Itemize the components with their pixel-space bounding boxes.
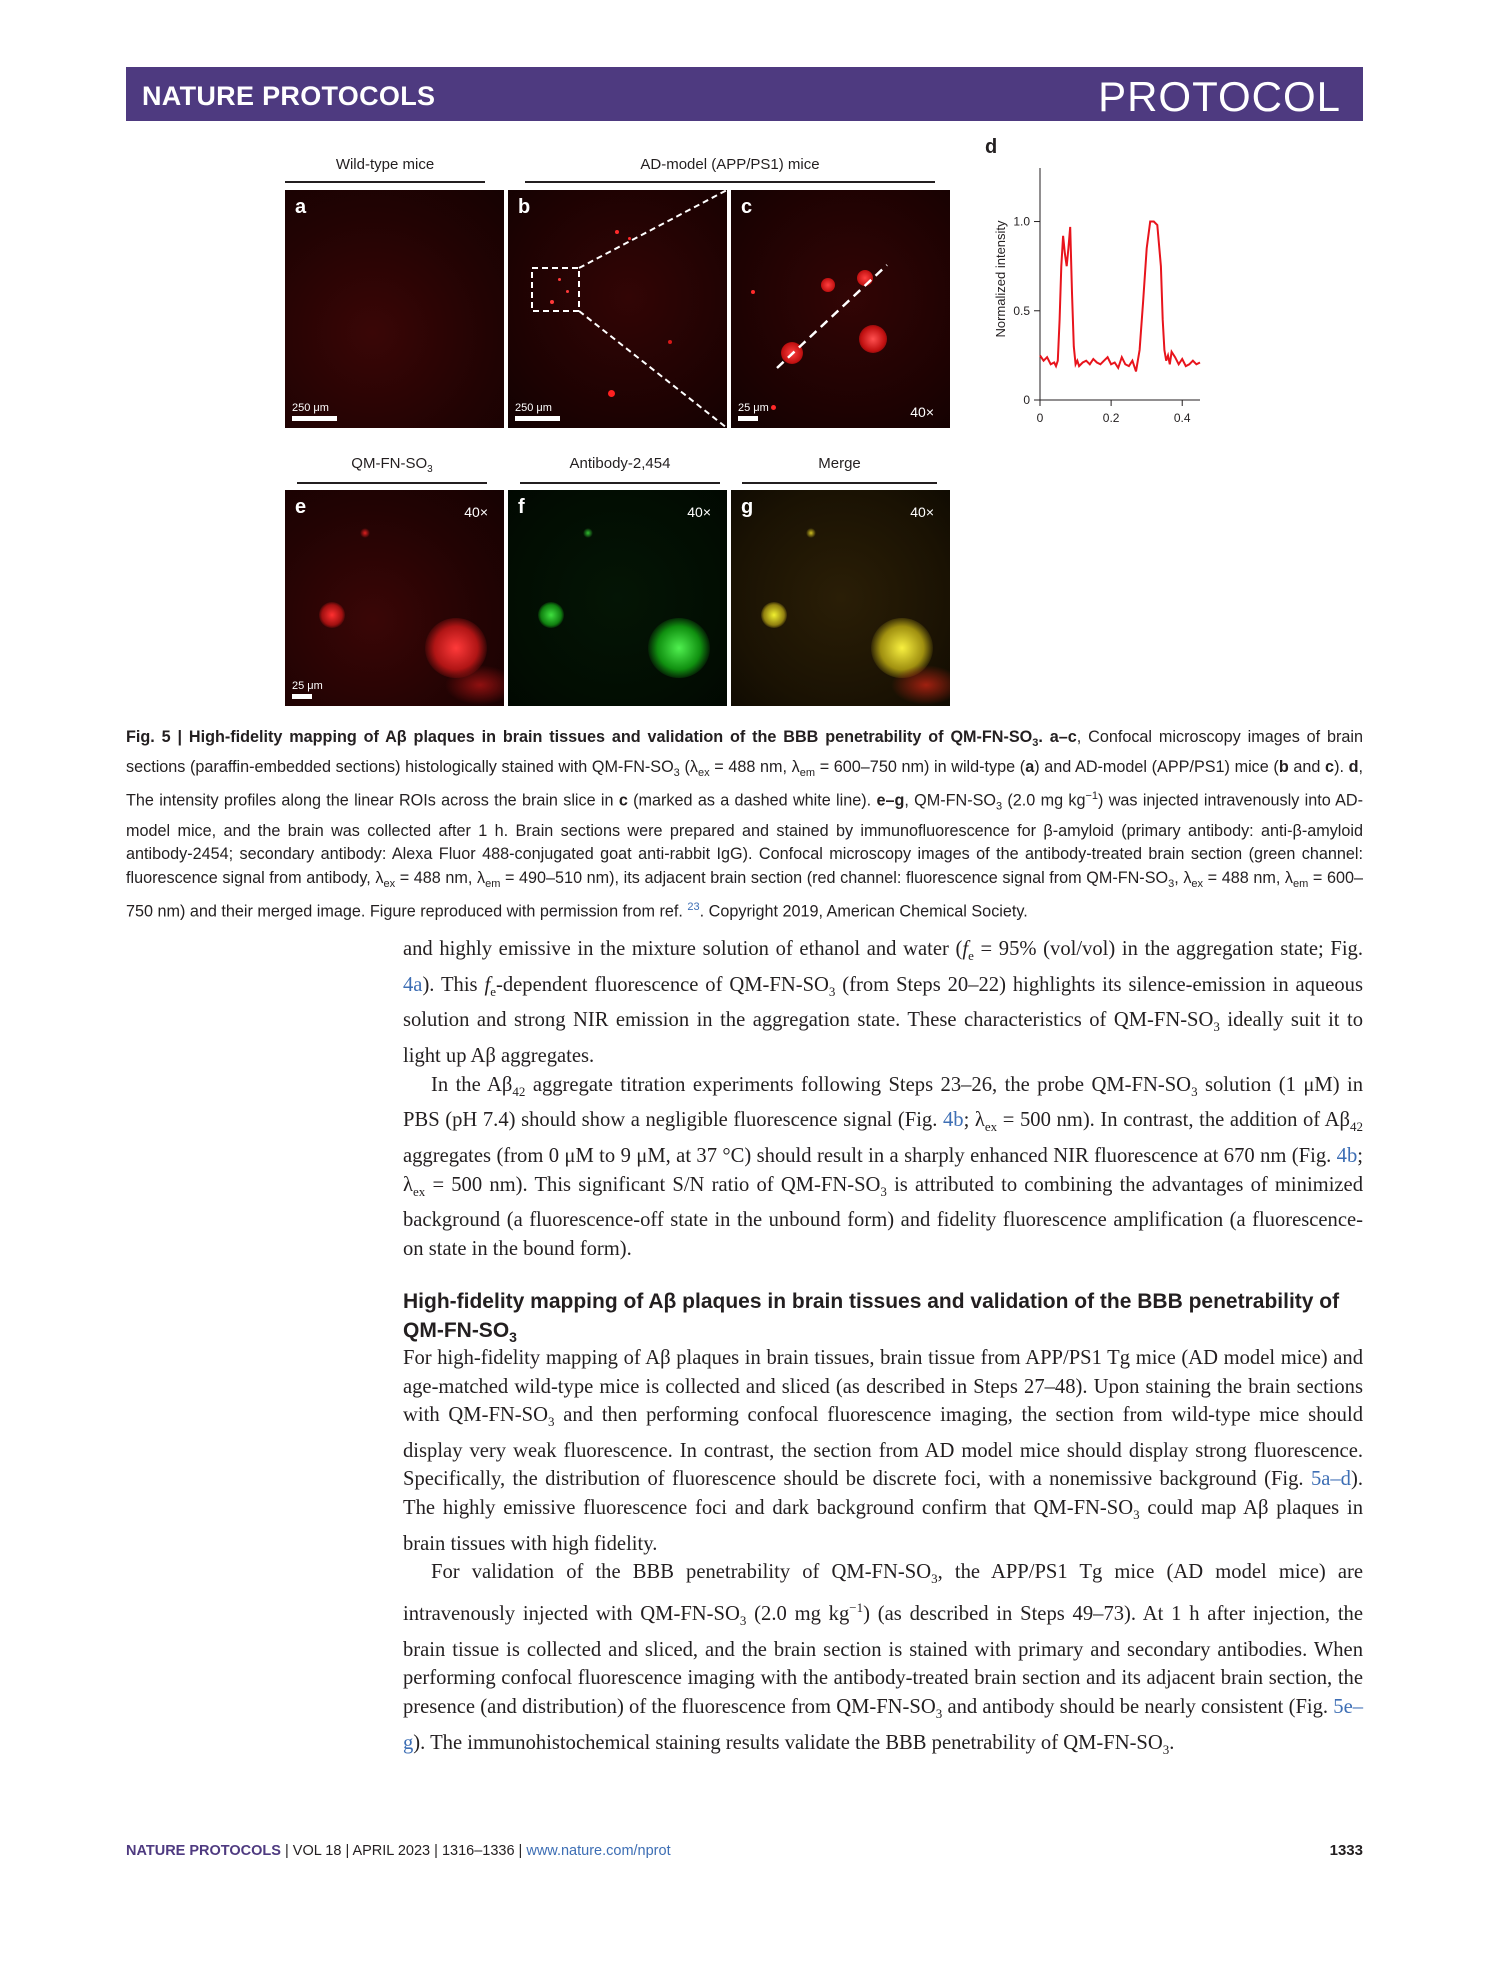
text: , the APP/PS1 Tg mice (AD model mice) are intravenously injected with QM-FN-SO: [403, 1561, 1363, 1625]
text: = 500 nm). This significant S/N ratio of QM-FN-SO: [425, 1173, 881, 1196]
group-rule-ad-model: [525, 181, 935, 183]
figure-link[interactable]: 4b: [1336, 1145, 1358, 1168]
text: and antibody should be nearly consistent (Fig.: [942, 1695, 1334, 1718]
paragraph-4: [403, 1558, 1363, 1764]
panel-c-scale-text: 25 μm: [738, 402, 769, 414]
text: ). The immunohistochemical staining results validate the BBB penetrability of QM-FN-SO: [413, 1731, 1163, 1754]
sub: 3: [935, 1705, 943, 1721]
figure-link[interactable]: 5e–g: [403, 1695, 1363, 1754]
caption-title: [126, 728, 1043, 750]
caption-sub: ex: [1191, 877, 1204, 890]
caption-sub: em: [799, 766, 816, 779]
panel-b-label: b: [518, 196, 531, 218]
caption-title-sub: 3: [1032, 737, 1039, 750]
panel-g-merge-image: [731, 490, 950, 706]
caption-text: ).: [1334, 757, 1349, 776]
text: aggregates (from 0 μM to 9 μM, at 37 °C) should result in a sharply enhanced NIR fluorescence at 670 nm (Fig.: [403, 1145, 1337, 1168]
article-type: PROTOCOL: [1098, 73, 1341, 120]
sub: 3: [828, 983, 836, 999]
group-label-ad-model: AD-model (APP/PS1) mice: [640, 156, 820, 173]
text: ; λ: [963, 1109, 985, 1132]
footer-volume: VOL 18: [292, 1843, 342, 1859]
journal-name: NATURE PROTOCOLS: [142, 81, 436, 111]
text: .: [1169, 1731, 1175, 1754]
sub: ex: [413, 1183, 426, 1199]
caption-panel-ref: c: [618, 791, 628, 810]
panel-d-label: d: [985, 136, 998, 158]
footer-sep: |: [341, 1843, 353, 1859]
text: ). The highly emissive fluorescence foci and dark background confirm that QM-FN-SO: [403, 1468, 1363, 1520]
group-label-antibody: Antibody-2,454: [569, 455, 671, 472]
page-number: 1333: [1329, 1842, 1363, 1859]
text: ; λ: [403, 1145, 1363, 1196]
text: = 500 nm). In contrast, the addition of Aβ: [997, 1109, 1350, 1132]
panel-c-scale-bar: [738, 402, 769, 421]
text: aggregate titration experiments following Steps 23–26, the probe QM-FN-SO: [525, 1073, 1192, 1096]
caption-text: = 600–750 nm) in wild-type (: [815, 757, 1026, 776]
caption-text: . Copyright 2019, American Chemical Society.: [699, 902, 1028, 921]
text: (2.0 mg kg: [746, 1602, 850, 1625]
panel-b-scale-text: 250 μm: [515, 402, 552, 414]
text: (from Steps 20–22) highlights its silence-emission in aqueous solution and strong NIR emission in the aggregation state. These characteristics of QM-FN-SO: [403, 973, 1363, 1032]
sub: 42: [512, 1083, 526, 1099]
panel-e-label: e: [295, 496, 307, 518]
caption-panel-ref: d: [1348, 757, 1359, 776]
panel-e-scale-bar: [292, 680, 323, 699]
figure-caption: [126, 726, 1363, 924]
panel-c-zoom-image: [731, 190, 950, 428]
text: = 95% (vol/vol) in the aggregation state; Fig.: [973, 938, 1363, 960]
footer-journal: NATURE PROTOCOLS: [126, 1843, 281, 1859]
text: and then performing confocal fluorescence imaging, the section from wild-type mice should display very weak fluorescence. In contrast, the section from AD model mice should display strong fluorescence. Specifically, the distribution of fluorescence should be discrete foci, with a nonemissive background (Fig.: [403, 1404, 1364, 1491]
body-text-lower: [403, 1344, 1363, 1764]
sup: −1: [849, 1600, 864, 1616]
caption-title-end: .: [1038, 728, 1043, 746]
sub: e: [968, 948, 974, 964]
panel-d-intensity-chart: [985, 136, 1210, 438]
sub: 42: [1350, 1119, 1363, 1135]
sub: ex: [984, 1119, 998, 1135]
footer-sep: |: [514, 1843, 527, 1859]
caption-text: = 488 nm, λ: [1203, 868, 1294, 887]
panel-a-wild-type-image: [285, 190, 504, 428]
panel-e-magnification: 40×: [464, 504, 488, 520]
footer-pages: 1316–1336: [441, 1843, 515, 1859]
caption-panel-ref: a: [1025, 757, 1035, 776]
caption-text: = 600–750 nm) and their merged image. Figure reproduced with permission from ref.: [126, 868, 1363, 921]
footer-date: APRIL 2023: [352, 1843, 431, 1859]
sub: e: [490, 983, 496, 999]
text: For validation of the BBB penetrability of QM-FN-SO: [431, 1561, 932, 1584]
sub: 3: [931, 1571, 938, 1587]
group-label-merge: Merge: [818, 455, 861, 472]
figure-link[interactable]: 4a: [403, 973, 423, 996]
group-label-qm-subscript: 3: [427, 464, 433, 475]
caption-text: ) and AD-model (APP/PS1) mice (: [1034, 757, 1279, 776]
page-footer: [126, 1843, 671, 1859]
panel-b-scale-bar: [515, 402, 560, 421]
caption-sub: ex: [383, 877, 396, 890]
panel-f-antibody-image: [508, 490, 727, 706]
caption-text: = 490–510 nm), its adjacent brain section (red channel: fluorescence signal from QM-FN-SO: [500, 868, 1169, 887]
x-tick-label: 0.4: [1173, 411, 1191, 425]
caption-reference-link[interactable]: 23: [687, 901, 700, 914]
caption-text: , The intensity profiles along the linear ROIs across the brain slice in: [126, 757, 1363, 810]
group-label-wild-type: Wild-type mice: [335, 156, 435, 173]
caption-text: , λ: [1174, 868, 1192, 887]
caption-text: , Confocal microscopy images of brain sections (paraffin-embedded sections) histologically stained with QM-FN-SO: [126, 728, 1364, 776]
caption-sub: 3: [673, 766, 680, 779]
paragraph-1: [403, 935, 1363, 1071]
caption-sub: em: [1293, 877, 1309, 890]
journal-header-band: [126, 67, 1363, 121]
group-label-qm-text: QM-FN-SO: [351, 455, 428, 472]
sub: 3: [880, 1183, 887, 1199]
footer-sep: |: [430, 1843, 442, 1859]
sub: 3: [1162, 1741, 1170, 1757]
caption-panel-ref: c: [1325, 757, 1335, 776]
footer-url-link[interactable]: www.nature.com/nprot: [526, 1843, 671, 1859]
x-tick-label: 0: [1036, 411, 1044, 425]
panel-e-qm-image: [285, 490, 504, 706]
section-heading-text: High-fidelity mapping of Aβ plaques in brain tissues and validation of the BBB penetrability of QM-FN-SO: [403, 1290, 1340, 1342]
group-rule-qm: [297, 482, 487, 484]
group-rule-antibody: [520, 482, 720, 484]
caption-panel-ref: b: [1278, 757, 1289, 776]
sub: 3: [547, 1414, 555, 1430]
caption-sup: −1: [1085, 790, 1099, 803]
caption-panel-ref: e–g: [876, 791, 905, 810]
paragraph-3: [403, 1344, 1363, 1558]
sub: 3: [1213, 1019, 1220, 1035]
panel-g-magnification: 40×: [910, 504, 934, 520]
sub: 3: [1191, 1083, 1198, 1099]
panel-a-scale-text: 250 μm: [292, 402, 329, 414]
section-heading-sub: 3: [509, 1329, 517, 1346]
panel-c-roi-line: [731, 190, 950, 428]
caption-text: = 488 nm, λ: [709, 757, 800, 776]
y-tick-label: 1.0: [1013, 214, 1030, 229]
y-tick-label: 0: [1023, 393, 1030, 407]
caption-sub: 3: [1168, 877, 1175, 890]
footer-sep: |: [280, 1843, 293, 1859]
text: In the Aβ: [431, 1073, 513, 1096]
group-rule-merge: [742, 482, 937, 484]
y-axis-label: Normalized intensity: [993, 220, 1008, 338]
panel-a-label: a: [295, 196, 307, 218]
y-tick-label: 0.5: [1013, 303, 1030, 318]
text: could map Aβ plaques in brain tissues with high fidelity.: [403, 1497, 1363, 1555]
caption-sub: ex: [697, 766, 710, 779]
text: ideally suit it to light up Aβ aggregates.: [403, 1009, 1363, 1068]
panel-c-label: c: [741, 196, 753, 218]
caption-sub: 3: [995, 801, 1003, 814]
caption-text: and: [1288, 757, 1326, 776]
figure-link[interactable]: 4b: [942, 1109, 964, 1132]
caption-title-text: Fig. 5 | High-fidelity mapping of Aβ plaques in brain tissues and validation of the BBB penetrability of QM-FN-SO: [126, 728, 1033, 746]
caption-text: (marked as a dashed white line).: [627, 791, 877, 810]
x-tick-label: 0.2: [1102, 411, 1120, 425]
text: solution (1 μM) in PBS (pH 7.4) should show a negligible fluorescence signal (Fig.: [403, 1073, 1364, 1132]
section-heading: [403, 1287, 1363, 1352]
caption-text: (2.0 mg kg: [1002, 791, 1086, 810]
panel-f-magnification: 40×: [687, 504, 711, 520]
caption-text: ) was injected intravenously into AD-model mice, and the brain was collected after 1 h. Brain sections were prepared and stained by immunofluorescence for β-amyloid (primary antibody: anti-β-amyloid antibody-2454; secondary antibody: Alexa Fluor 488-conjugated goat anti-rabbit IgG). Confocal microscopy images of the antibody-treated brain section (green channel: fluorescence signal from antibody, λ: [126, 791, 1363, 887]
paragraph-2: [403, 1071, 1363, 1264]
sub: 3: [1133, 1507, 1140, 1523]
caption-text: = 488 nm, λ: [395, 868, 486, 887]
caption-panel-ref-ac: a–c: [1049, 728, 1077, 746]
text: For high-fidelity mapping of Aβ plaques in brain tissues, brain tissue from APP/PS1 Tg mice (AD model mice) and age-matched wild-type mice is collected and sliced (as described in Steps 27–48). Upon staining the brain sections with QM-FN-SO: [403, 1347, 1363, 1427]
text: -dependent fluorescence of QM-FN-SO: [495, 973, 829, 996]
text: f: [484, 973, 491, 996]
panel-c-magnification: 40×: [910, 404, 934, 420]
group-label-qm: [297, 455, 487, 475]
sub: 3: [739, 1613, 747, 1629]
text: and highly emissive in the mixture solution of ethanol and water (: [403, 938, 963, 960]
panel-b-roi-box: [508, 190, 727, 428]
panel-e-scale-text: 25 μm: [292, 680, 323, 692]
body-text-upper: [403, 935, 1363, 1264]
text: is attributed to combining the advantages of minimized background (a fluorescence-off state in the unbound form) and fidelity fluorescence amplification (a fluorescence-on state in the bound form).: [403, 1173, 1363, 1260]
series-line: [1040, 222, 1200, 372]
text: f: [962, 938, 969, 960]
text: ) (as described in Steps 49–73). At 1 h after injection, the brain tissue is collected and sliced, and the brain section is stained with primary and secondary antibodies. When performing confocal fluorescence imaging with the antibody-treated brain section and its adjacent brain section, the presence (and distribution) of the fluorescence from QM-FN-SO: [403, 1602, 1363, 1718]
panel-a-scale-bar: [292, 402, 337, 421]
figure-link[interactable]: 5a–d: [1310, 1468, 1351, 1491]
panel-f-label: f: [518, 496, 525, 518]
panel-b-ad-model-image: [508, 190, 727, 428]
caption-sub: em: [485, 877, 501, 890]
text: ). This: [422, 973, 485, 996]
caption-text: (λ: [679, 757, 698, 776]
chart-svg: [985, 148, 1210, 438]
panel-g-label: g: [741, 496, 754, 518]
caption-text: , QM-FN-SO: [904, 791, 996, 810]
group-rule-wild-type: [285, 181, 485, 183]
